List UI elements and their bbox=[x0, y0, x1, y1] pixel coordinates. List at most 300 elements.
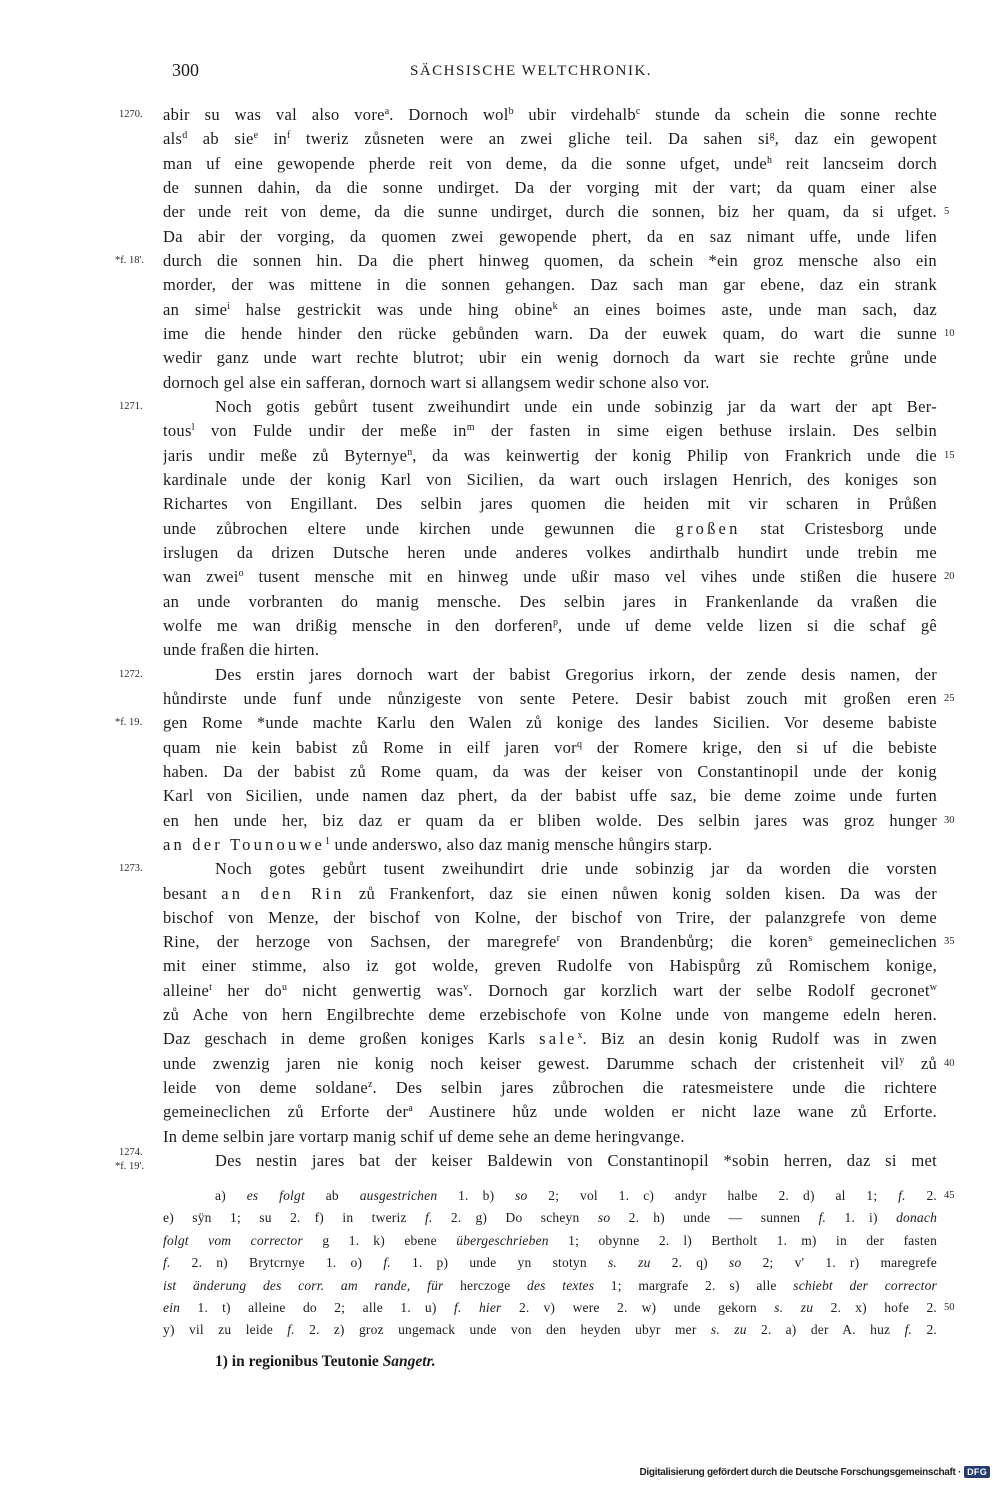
text-line bbox=[163, 541, 937, 565]
line-text bbox=[163, 930, 937, 954]
line-text bbox=[163, 979, 937, 1003]
text-run: mit einer stimme, also iz got wolde, greven Rudolfe von Habispůrg zů Romischem konige, bbox=[163, 956, 937, 976]
footnote-label: n) bbox=[216, 1255, 228, 1271]
text-run: man uf eine gewopende pherde reit von deme, da die sonne ufget, unde bbox=[163, 153, 768, 173]
text-run bbox=[437, 1300, 454, 1315]
footnote-marker: g bbox=[769, 130, 775, 142]
text-run: 2; v' 1. bbox=[741, 1255, 836, 1271]
footnote-marker: q bbox=[576, 738, 582, 750]
text-run: ime die hende hinder den rücke gebůnden warn. Da der euwek quam, do wart die sunne bbox=[163, 323, 937, 343]
line-text bbox=[163, 809, 937, 833]
footnote-line bbox=[163, 1252, 937, 1274]
text-line bbox=[163, 1027, 937, 1051]
text-run: in regionibus Teutonie bbox=[227, 1353, 383, 1370]
text-run: bischof von Menze, der bischof von Kolne, der bischof von Trire, der palanzgrefe von deme bbox=[163, 907, 937, 927]
footnote-marker: a bbox=[384, 106, 390, 117]
text-line bbox=[163, 809, 955, 833]
italic-text: schiebt der corrector bbox=[793, 1277, 937, 1293]
text-run: Des erstin jares dornoch wart der babist Gregorius irkorn, der zende desis namen, der bbox=[215, 664, 937, 684]
text-run: ubir virdehalb bbox=[513, 105, 636, 124]
text-run: , da was keinwertig der konig Philip von Frankrich unde die bbox=[412, 445, 937, 465]
footnote-text bbox=[163, 1207, 937, 1229]
text-run: quam nie kein babist zů Rome in eilf jaren vor bbox=[163, 737, 577, 757]
text-run: 1; margrafe 2. bbox=[594, 1277, 716, 1293]
text-run: an unde vorbranten do manig mensche. Des selbin jares in Frankenlande da vraßen die bbox=[163, 591, 937, 611]
text-run: leide von deme soldane bbox=[163, 1078, 369, 1098]
text-run: ab bbox=[304, 1188, 360, 1203]
running-title: SÄCHSISCHE WELTCHRONIK. bbox=[410, 63, 653, 79]
footnote-text bbox=[163, 1319, 937, 1341]
text-line bbox=[163, 1076, 937, 1100]
line-text bbox=[163, 273, 937, 297]
text-run: al 1; bbox=[814, 1188, 899, 1203]
footnote-label: y) bbox=[163, 1322, 175, 1338]
text-line bbox=[163, 444, 955, 468]
text-run: sÿn 1; su 2. bbox=[173, 1210, 301, 1226]
italic-text: f. hier bbox=[454, 1299, 502, 1315]
footnote-label: g) bbox=[475, 1210, 488, 1226]
line-text bbox=[163, 760, 937, 784]
text-run bbox=[878, 1210, 896, 1225]
text-run: dornoch gel alse ein safferan, dornoch wart si allangsem wedir schone also vor. bbox=[163, 372, 710, 392]
footnote-label: i) bbox=[869, 1210, 878, 1226]
footnote-marker: h bbox=[767, 154, 773, 166]
line-text bbox=[163, 833, 937, 857]
footnote-marker: w bbox=[929, 981, 937, 993]
italic-text: f. bbox=[898, 1188, 906, 1203]
text-run: , daz ein gewopent bbox=[774, 129, 937, 149]
text-line bbox=[163, 784, 937, 808]
text-line bbox=[163, 1125, 937, 1149]
text-run: 2. bbox=[294, 1322, 320, 1338]
italic-text: ein bbox=[163, 1299, 181, 1315]
line-text bbox=[163, 906, 937, 930]
text-run: morder, der was mittene in die sonnen gehangen. Daz sach man gar ebene, daz ein strank bbox=[163, 275, 937, 295]
line-number: 10 bbox=[944, 327, 955, 339]
line-text bbox=[163, 346, 937, 370]
text-run: 2. bbox=[432, 1210, 462, 1226]
text-run: Bertholt 1. bbox=[692, 1232, 788, 1248]
footnote-line bbox=[163, 1185, 955, 1207]
text-line bbox=[163, 200, 950, 224]
footnote-label: b) bbox=[482, 1188, 495, 1203]
text-run: 1. bbox=[390, 1255, 423, 1271]
text-line bbox=[163, 176, 937, 200]
text-line bbox=[163, 371, 937, 395]
line-number: 5 bbox=[944, 206, 950, 218]
line-text bbox=[163, 298, 937, 322]
folio-note: *f. 18'. bbox=[115, 254, 145, 266]
text-run: 2. bbox=[746, 1322, 772, 1338]
spaced-text: an der Tounouwe bbox=[163, 834, 326, 854]
line-text bbox=[163, 444, 937, 468]
footnote-label: r) bbox=[849, 1255, 860, 1271]
text-line bbox=[163, 882, 937, 906]
line-text bbox=[163, 1125, 937, 1149]
text-run: in der fasten bbox=[816, 1232, 937, 1248]
line-text bbox=[163, 687, 937, 711]
text-run bbox=[226, 1188, 247, 1203]
text-run bbox=[362, 1255, 383, 1270]
text-run: 1; obynne 2. bbox=[548, 1232, 670, 1248]
footnote-marker: x bbox=[577, 1030, 583, 1042]
margin-year: 1271. bbox=[119, 400, 143, 412]
line-text bbox=[163, 882, 937, 906]
footnote-label: u) bbox=[424, 1299, 437, 1315]
footnote-label: p) bbox=[436, 1255, 449, 1271]
footnote-marker: s bbox=[808, 933, 813, 945]
line-text bbox=[163, 322, 937, 346]
text-line bbox=[163, 127, 937, 151]
text-run: Austinere hůz unde wolden er nicht laze wane zů Erforte. bbox=[412, 1102, 937, 1122]
line-text bbox=[163, 395, 937, 419]
spaced-text: an den Rin bbox=[221, 883, 345, 903]
text-run: 2. bbox=[650, 1255, 683, 1271]
footnote-line bbox=[163, 1230, 937, 1252]
footnote-label: o) bbox=[350, 1255, 363, 1271]
text-line bbox=[115, 1147, 937, 1173]
text-line bbox=[163, 152, 937, 176]
line-text bbox=[163, 1076, 937, 1100]
spaced-text: großen bbox=[675, 518, 741, 538]
margin-year: 1270. bbox=[119, 109, 143, 120]
text-run: Des nestin jares bat der keiser Baldewin von Constantinopil *sobin herren, daz si met bbox=[215, 1151, 937, 1171]
text-line bbox=[163, 298, 937, 322]
footnote-line bbox=[163, 1297, 955, 1319]
italic-text: f. bbox=[818, 1210, 827, 1226]
footnote-label: c) bbox=[643, 1188, 655, 1203]
footnote-label: h) bbox=[653, 1210, 665, 1226]
text-run: herczoge bbox=[443, 1277, 528, 1293]
italic-text: ausgestrichen bbox=[359, 1188, 438, 1203]
text-line bbox=[163, 517, 937, 541]
footnote-marker: p bbox=[552, 616, 558, 628]
text-run: 1. bbox=[437, 1188, 469, 1203]
footnote-marker: a bbox=[408, 1103, 413, 1115]
italic-text: folgt vom corrector bbox=[163, 1232, 303, 1248]
text-line bbox=[119, 103, 937, 127]
text-run: , unde uf deme velde lizen si die schaf gê bbox=[557, 615, 937, 635]
credit-text: Digitalisierung gefördert durch die Deutsche Forschungsgemeinschaft · bbox=[639, 1467, 962, 1478]
footnote-text bbox=[163, 1230, 937, 1252]
text-run: alle bbox=[739, 1277, 794, 1293]
text-run: Richartes von Engillant. Des selbin jares quomen die heiden mit vir scharen in Průßen bbox=[163, 494, 937, 514]
line-text bbox=[163, 1003, 937, 1027]
italic-text: des textes bbox=[527, 1277, 595, 1293]
footnote-marker: t bbox=[209, 981, 212, 993]
footnote-label: v) bbox=[543, 1299, 556, 1315]
text-run: unde zwenzig jaren nie konig noch keiser gewest. Darumme schach der cristenheit vil bbox=[163, 1053, 900, 1073]
footnote-text bbox=[163, 1297, 937, 1319]
text-line bbox=[163, 687, 955, 711]
text-run: alleine bbox=[163, 980, 210, 1000]
line-text bbox=[163, 857, 937, 881]
line-number: 35 bbox=[944, 936, 955, 948]
line-text bbox=[163, 1052, 937, 1076]
footnote-marker: u bbox=[281, 981, 287, 993]
footnote-marker: r bbox=[556, 933, 560, 945]
text-run: . Des selbin jares zůbrochen die ratesmeistere unde die richtere bbox=[372, 1078, 937, 1098]
italic-text: so bbox=[515, 1188, 528, 1203]
text-run: . Biz an desin konig Rudolf was in zwen bbox=[582, 1029, 937, 1049]
line-text bbox=[163, 1027, 937, 1051]
line-text bbox=[163, 225, 937, 249]
footnote-label: 1) bbox=[215, 1353, 228, 1370]
text-run: 2. bbox=[905, 1188, 937, 1203]
footnote-marker: 1 bbox=[325, 835, 331, 847]
text-line bbox=[115, 249, 937, 273]
footnote-label: q) bbox=[696, 1255, 708, 1271]
text-run: gen Rome *unde machte Karlu den Walen zů konige des landes Sicilien. Vor deseme babiste bbox=[163, 713, 937, 733]
line-text bbox=[163, 517, 937, 541]
text-line bbox=[163, 1100, 937, 1124]
text-run: alleine do 2; alle 1. bbox=[230, 1299, 411, 1315]
text-run: tous bbox=[163, 421, 192, 441]
line-number: 15 bbox=[944, 449, 955, 461]
text-run: were 2. bbox=[555, 1299, 628, 1315]
text-line bbox=[163, 419, 937, 443]
footnote-label: z) bbox=[333, 1322, 345, 1338]
line-number: 25 bbox=[944, 692, 955, 704]
line-text bbox=[163, 1149, 937, 1173]
text-line bbox=[163, 492, 937, 516]
footnote-label: a) bbox=[215, 1188, 226, 1203]
footnote-line bbox=[163, 1275, 937, 1297]
line-text bbox=[163, 663, 937, 687]
text-line bbox=[163, 565, 955, 589]
text-line bbox=[163, 322, 955, 346]
text-line bbox=[119, 395, 937, 419]
text-line bbox=[163, 225, 937, 249]
italic-text: übergeschrieben bbox=[456, 1232, 549, 1248]
italic-text: f. bbox=[904, 1322, 913, 1338]
text-run: 2. bbox=[501, 1299, 530, 1315]
footnote-line bbox=[163, 1207, 937, 1229]
line-text bbox=[163, 711, 937, 735]
folio-note: *f. 19. bbox=[115, 717, 143, 729]
footnote-marker: m bbox=[466, 422, 475, 434]
text-run: nicht genwertig was bbox=[286, 980, 464, 1000]
margin-year: 1272. bbox=[119, 668, 143, 680]
line-text bbox=[163, 200, 937, 224]
text-line bbox=[119, 663, 937, 687]
text-run: unde zůbrochen eltere unde kirchen unde gewunnen die bbox=[163, 518, 676, 538]
text-run: . Dornoch gar korzlich wart der selbe Rodolf gecronet bbox=[468, 980, 930, 1000]
text-run: der A. huz bbox=[796, 1322, 905, 1338]
text-line bbox=[163, 638, 937, 662]
italic-text: f. bbox=[383, 1255, 391, 1271]
text-run: Do scheyn bbox=[487, 1210, 598, 1226]
text-run bbox=[708, 1255, 729, 1270]
text-run: zů Ache von hern Engilbrechte deme erzebischofe von Kolne unde von mangeme edeln heren. bbox=[163, 1005, 937, 1025]
text-run: groz ungemack unde von den heyden ubyr mer bbox=[344, 1322, 711, 1338]
text-run: 2. bbox=[813, 1299, 842, 1315]
text-line bbox=[163, 736, 937, 760]
line-text bbox=[163, 371, 937, 395]
footnote-marker: e bbox=[253, 130, 259, 142]
text-run: unde — sunnen bbox=[664, 1210, 819, 1226]
line-number: 45 bbox=[944, 1190, 955, 1201]
italic-text: s. zu bbox=[710, 1322, 747, 1338]
footnote-marker: o bbox=[238, 568, 244, 580]
italic-text: so bbox=[597, 1210, 611, 1226]
footnote-label: w) bbox=[641, 1299, 657, 1315]
text-run: Noch gotis gebůrt tusent zweihundirt unde ein unde sobinzig jar da wart der apt Ber- bbox=[215, 396, 937, 416]
footnote-label: f) bbox=[314, 1210, 325, 1226]
footnote-text bbox=[163, 1185, 937, 1207]
footnote-label: l) bbox=[683, 1232, 692, 1248]
text-run: . Dornoch wol bbox=[389, 105, 509, 124]
text-line bbox=[163, 614, 937, 638]
footnote-marker: f bbox=[287, 130, 291, 142]
text-run: abir su was val also vore bbox=[163, 105, 385, 124]
text-run: unde anderswo, also daz manig mensche hůngirs starp. bbox=[330, 834, 713, 854]
italic-text: f. bbox=[425, 1210, 433, 1226]
text-run: zů bbox=[904, 1053, 937, 1073]
footnote-marker: b bbox=[508, 106, 514, 117]
text-run: Noch gotes gebůrt tusent zweihundirt drie unde sobinzig jar da worden die vorsten bbox=[215, 859, 937, 879]
source-note bbox=[215, 1351, 436, 1373]
text-line bbox=[163, 1052, 955, 1076]
text-run: de sunnen dahin, da die sonne undirget. Da der vorging mit der vart; da quam einer alse bbox=[163, 177, 937, 197]
italic-text: ist änderung des corr. am rande, für bbox=[163, 1277, 444, 1293]
text-run: maregrefe bbox=[859, 1255, 937, 1271]
line-text bbox=[163, 565, 937, 589]
text-run: g 1. bbox=[302, 1232, 360, 1248]
text-run: in bbox=[258, 129, 288, 149]
text-line bbox=[163, 833, 937, 857]
text-run: reit lancseim dorch bbox=[772, 153, 937, 173]
text-line bbox=[163, 979, 937, 1003]
text-run: der Romere krige, den si uf die bebiste bbox=[581, 737, 937, 757]
footnote-text bbox=[163, 1275, 937, 1297]
margin-year: 1273. bbox=[119, 863, 143, 875]
text-run: kardinale unde der konig Karl von Sicilien, da wart ouch irslagen Henrich, des koniges son bbox=[163, 469, 937, 489]
page-number: 300 bbox=[172, 60, 199, 80]
footnote-marker: v bbox=[463, 981, 469, 993]
line-text bbox=[163, 127, 937, 151]
text-run: tweriz zůsneten were an zwei gliche teil. Da sahen si bbox=[290, 129, 770, 149]
text-run: Brytcrnye 1. bbox=[227, 1255, 337, 1271]
line-text bbox=[163, 736, 937, 760]
text-run: unde fraßen die hirten. bbox=[163, 640, 320, 660]
line-text bbox=[163, 419, 937, 443]
text-run: in tweriz bbox=[324, 1210, 425, 1226]
text-line bbox=[163, 954, 937, 978]
main-text bbox=[115, 103, 955, 1173]
line-text bbox=[163, 954, 937, 978]
text-run: irslugen da drizen Dutsche heren unde anderes volkes andirthalb hundirt unde trebin me bbox=[163, 542, 937, 562]
footnote-label: t) bbox=[222, 1299, 231, 1315]
line-text bbox=[163, 590, 937, 614]
folio-note: *f. 19'. bbox=[115, 1161, 145, 1173]
footnote-marker: y bbox=[899, 1054, 905, 1066]
text-run: wedir ganz unde wart rechte blutrot; ubir ein wenig dornoch da wart sie rechte grůne unde bbox=[163, 348, 937, 368]
text-run: zů Frankenfort, daz sie einen nůwen konig solden kisen. Da was der bbox=[344, 883, 937, 903]
text-run: ab sie bbox=[187, 129, 254, 149]
line-text bbox=[163, 1100, 937, 1124]
footnote-label: k) bbox=[373, 1232, 385, 1248]
spaced-text: sale bbox=[539, 1029, 578, 1049]
text-run: haben. Da der babist zů Rome quam, da was der keiser von Constantinopil unde der konig bbox=[163, 761, 937, 781]
line-number: 50 bbox=[944, 1301, 955, 1313]
line-text bbox=[163, 614, 937, 638]
text-run: jaris undir meße zů Byternye bbox=[163, 445, 408, 465]
text-run: stunde da schein die sonne rechte bbox=[640, 105, 937, 124]
line-text bbox=[163, 784, 937, 808]
text-run: en hen unde her, biz daz er quam da er bliben wolde. Des selbin jares was groz hunger bbox=[163, 810, 937, 830]
text-run: 2. bbox=[912, 1322, 937, 1338]
text-run: ebene bbox=[384, 1232, 457, 1248]
footnote-text bbox=[163, 1252, 937, 1274]
text-run: an sime bbox=[163, 299, 228, 319]
italic-text: f. bbox=[287, 1322, 295, 1338]
line-text bbox=[163, 638, 937, 662]
text-line bbox=[163, 760, 937, 784]
line-text bbox=[163, 176, 937, 200]
text-run: 2. bbox=[610, 1210, 640, 1226]
footnote-marker: n bbox=[407, 446, 413, 458]
footnote-label: x) bbox=[855, 1299, 867, 1315]
text-run: Da abir der vorging, da quomen zwei gewopende phert, da en saz nimant uffe, unde lifen bbox=[163, 226, 937, 246]
text-run: Karl von Sicilien, unde namen daz phert, da der babist uffe saz, bie deme zoime unde furten bbox=[163, 786, 937, 806]
text-run: wolfe me wan drißig mensche in den dorferen bbox=[163, 615, 553, 635]
line-number: 30 bbox=[944, 814, 955, 826]
text-line bbox=[163, 1003, 937, 1027]
text-line bbox=[163, 590, 937, 614]
text-run: 2. bbox=[170, 1255, 203, 1271]
text-run: Rine, der herzoge von Sachsen, der maregrefe bbox=[163, 932, 557, 952]
footnote-marker: c bbox=[635, 106, 641, 117]
text-run: stat Cristesborg unde bbox=[740, 518, 937, 538]
text-run: 1. bbox=[180, 1299, 209, 1315]
italic-text: Sangetr. bbox=[382, 1353, 436, 1370]
text-run: tusent mensche mit en hinweg unde ußir maso vel vihes unde stißen die husere bbox=[243, 567, 937, 587]
line-text bbox=[163, 492, 937, 516]
footnote-marker: k bbox=[552, 300, 558, 312]
text-run bbox=[494, 1188, 515, 1203]
footnote-marker: l bbox=[191, 422, 195, 434]
text-run: Daz geschach in deme großen koniges Karls bbox=[163, 1029, 540, 1049]
dfg-logo-icon: DFG bbox=[964, 1466, 990, 1478]
text-line bbox=[163, 930, 955, 954]
text-run: der fasten in sime eigen bethuse irslain. Des selbin bbox=[474, 421, 937, 441]
text-line bbox=[163, 468, 937, 492]
line-number: 40 bbox=[944, 1057, 955, 1069]
italic-text: so bbox=[729, 1255, 742, 1271]
footnote-label: a) bbox=[785, 1322, 797, 1338]
line-text bbox=[163, 103, 937, 127]
text-line bbox=[163, 906, 937, 930]
footnote-marker: d bbox=[182, 130, 188, 142]
italic-text: s. zu bbox=[774, 1299, 814, 1315]
footnote-label: s) bbox=[729, 1277, 740, 1293]
text-run: von Fulde undir der meße in bbox=[194, 421, 467, 441]
text-run: unde yn stotyn bbox=[448, 1255, 608, 1271]
text-run: hůndirste unde funf unde nůnzigeste von sente Petere. Desir babist zouch mit großen eren bbox=[163, 688, 937, 708]
italic-text: es folgt bbox=[246, 1188, 305, 1203]
line-text bbox=[163, 541, 937, 565]
italic-text: f. bbox=[163, 1255, 171, 1271]
text-run: her do bbox=[211, 980, 282, 1000]
text-run: vil zu leide bbox=[174, 1322, 288, 1338]
text-run: 2; vol 1. bbox=[527, 1188, 630, 1203]
text-run: gemeineclichen bbox=[812, 932, 937, 952]
footnote-marker: i bbox=[227, 300, 231, 312]
text-run: 1. bbox=[826, 1210, 856, 1226]
footnote-line bbox=[163, 1319, 937, 1341]
text-run: hofe 2. bbox=[866, 1299, 937, 1315]
